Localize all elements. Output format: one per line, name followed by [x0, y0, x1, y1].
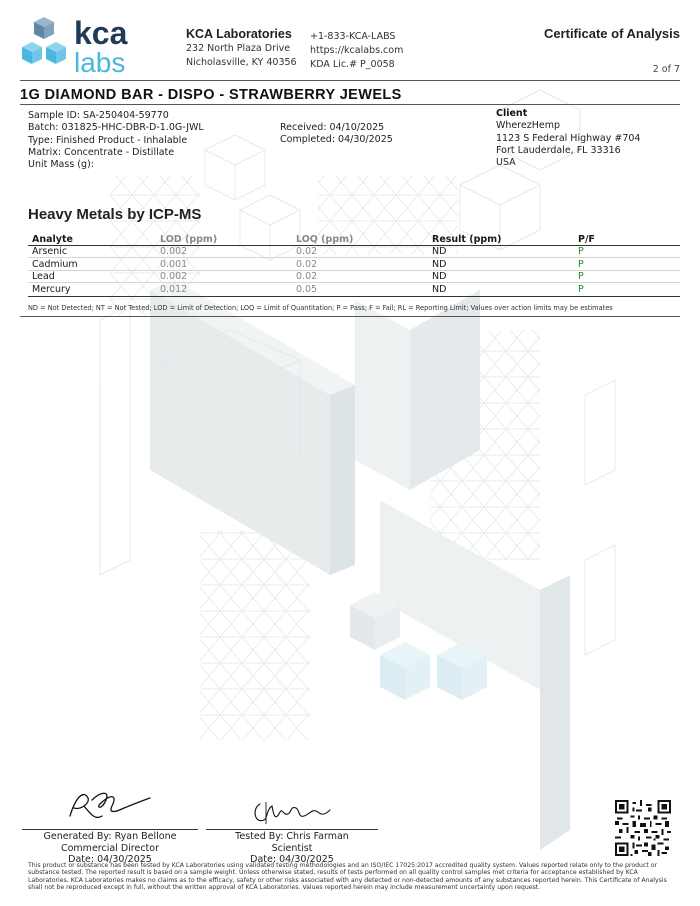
tested-by-block — [206, 831, 378, 866]
title-divider — [20, 104, 680, 105]
address-line-1: 232 North Plaza Drive — [186, 43, 291, 54]
loq-cell: 0.02 — [296, 246, 318, 258]
lab-website: https://kcalabs.com — [310, 45, 404, 56]
table-row — [28, 271, 680, 283]
loq-cell: 0.05 — [296, 283, 318, 295]
client-country: USA — [496, 157, 516, 169]
result-cell: ND — [432, 283, 447, 295]
result-cell: ND — [432, 246, 447, 258]
pass-fail-cell: P — [578, 258, 584, 270]
product-type: Type: Finished Product - Inhalable — [28, 134, 188, 146]
abbreviation-legend: ND = Not Detected; NT = Not Tested; LOD = Limit of Detection; LOQ = Limit of Quantitation; P = Pass; F = Fail; RL = Reporting Limit; Values over action limits may be estimates — [28, 304, 613, 312]
signature-ryan-bellone — [62, 786, 152, 826]
pass-fail-cell: P — [578, 283, 584, 295]
lab-name: KCA Laboratories — [186, 27, 292, 41]
table-header — [28, 233, 680, 246]
lab-address-block — [186, 26, 297, 70]
pass-fail-cell: P — [578, 270, 584, 282]
column-header-analyte: Analyte — [32, 233, 73, 245]
client-name: WherezHemp — [496, 120, 561, 132]
tested-by-date: Date: 04/30/2025 — [250, 854, 334, 865]
logo-text-labs: labs — [74, 47, 126, 76]
address-line-2: Nicholasville, KY 40356 — [186, 57, 297, 68]
signature-chris-farman — [250, 798, 332, 830]
lab-license: KDA Lic.# P_0058 — [310, 59, 395, 70]
table-row — [28, 283, 680, 295]
result-cell: ND — [432, 258, 447, 270]
heavy-metals-table — [28, 233, 680, 297]
analyte-cell: Cadmium — [32, 258, 78, 270]
document-title: Certificate of Analysis — [543, 26, 680, 41]
loq-cell: 0.02 — [296, 258, 318, 270]
signature-line-generated — [22, 829, 198, 830]
table-row — [28, 258, 680, 270]
client-address-2: Fort Lauderdale, FL 33316 — [496, 144, 621, 156]
client-label: Client — [496, 108, 528, 119]
generated-by-block — [22, 831, 198, 866]
tested-by-name: Tested By: Chris Farman — [235, 831, 349, 842]
generated-by-title: Commercial Director — [60, 842, 159, 854]
column-header-pass-fail: P/F — [578, 233, 595, 245]
batch: Batch: 031825-HHC-DBR-D-1.0G-JWL — [28, 122, 204, 134]
sample-id: Sample ID: SA-250404-59770 — [28, 110, 169, 121]
analyte-cell: Mercury — [32, 283, 71, 295]
lod-cell: 0.012 — [160, 283, 188, 295]
client-address-1: 1123 S Federal Highway #704 — [496, 132, 641, 144]
pass-fail-cell: P — [578, 246, 584, 258]
header-divider — [20, 80, 680, 81]
tested-by-title: Scientist — [271, 842, 313, 854]
lab-phone: +1-833-KCA-LABS — [310, 31, 396, 42]
table-row — [28, 246, 680, 258]
dates-info — [280, 122, 393, 147]
analyte-cell: Arsenic — [32, 246, 68, 258]
unit-mass: Unit Mass (g): — [28, 159, 94, 171]
section-title: Heavy Metals by ICP-MS — [28, 206, 202, 223]
kca-labs-logo — [18, 14, 178, 76]
matrix: Matrix: Concentrate - Distillate — [28, 146, 175, 158]
lod-cell: 0.001 — [160, 258, 188, 270]
completed-date: Completed: 04/30/2025 — [280, 134, 393, 146]
page-number: 2 of 7 — [652, 64, 680, 75]
cube-icon — [22, 17, 66, 64]
legal-disclaimer: This product or substance has been tested by KCA Laboratories using validated testing methodologies and an ISO/IEC 17025:2017 accredited quality system. Values reported relate only to the product or substance tested. The reported result is based on a sample weight. Unless otherwise stated, results of tests performed on all quality control samples met criteria for acceptance established by KCA Laboratories. KCA Laboratories makes no claims as to the efficacy, safety or other risks associated with any detected or non-detected amounts of any substances reported herein. This Certificate of Analysis shall not be reproduced except in full, without the written approval of KCA Laboratories. Values reported herein may include measurement uncertainty upon request. — [28, 862, 667, 892]
qr-code[interactable] — [615, 800, 671, 856]
lab-contact-block — [310, 30, 403, 72]
generated-by-name: Generated By: Ryan Bellone — [43, 831, 177, 842]
lod-cell: 0.002 — [160, 246, 188, 258]
column-header-lod: LOD (ppm) — [160, 233, 218, 245]
legend-divider — [20, 316, 680, 317]
table-bottom-rule — [28, 296, 680, 297]
sample-info — [28, 110, 204, 171]
column-header-loq: LOQ (ppm) — [296, 233, 354, 245]
result-cell: ND — [432, 270, 447, 282]
logo-text-kca: kca — [74, 15, 128, 51]
generated-by-date: Date: 04/30/2025 — [68, 854, 152, 865]
lod-cell: 0.002 — [160, 270, 188, 282]
received-date: Received: 04/10/2025 — [280, 122, 385, 133]
signature-line-tested — [206, 829, 378, 830]
analyte-cell: Lead — [32, 270, 55, 282]
column-header-result: Result (ppm) — [432, 233, 502, 245]
product-title: 1G DIAMOND BAR - DISPO - STRAWBERRY JEWELS — [20, 87, 402, 103]
client-info — [496, 108, 640, 169]
loq-cell: 0.02 — [296, 270, 318, 282]
